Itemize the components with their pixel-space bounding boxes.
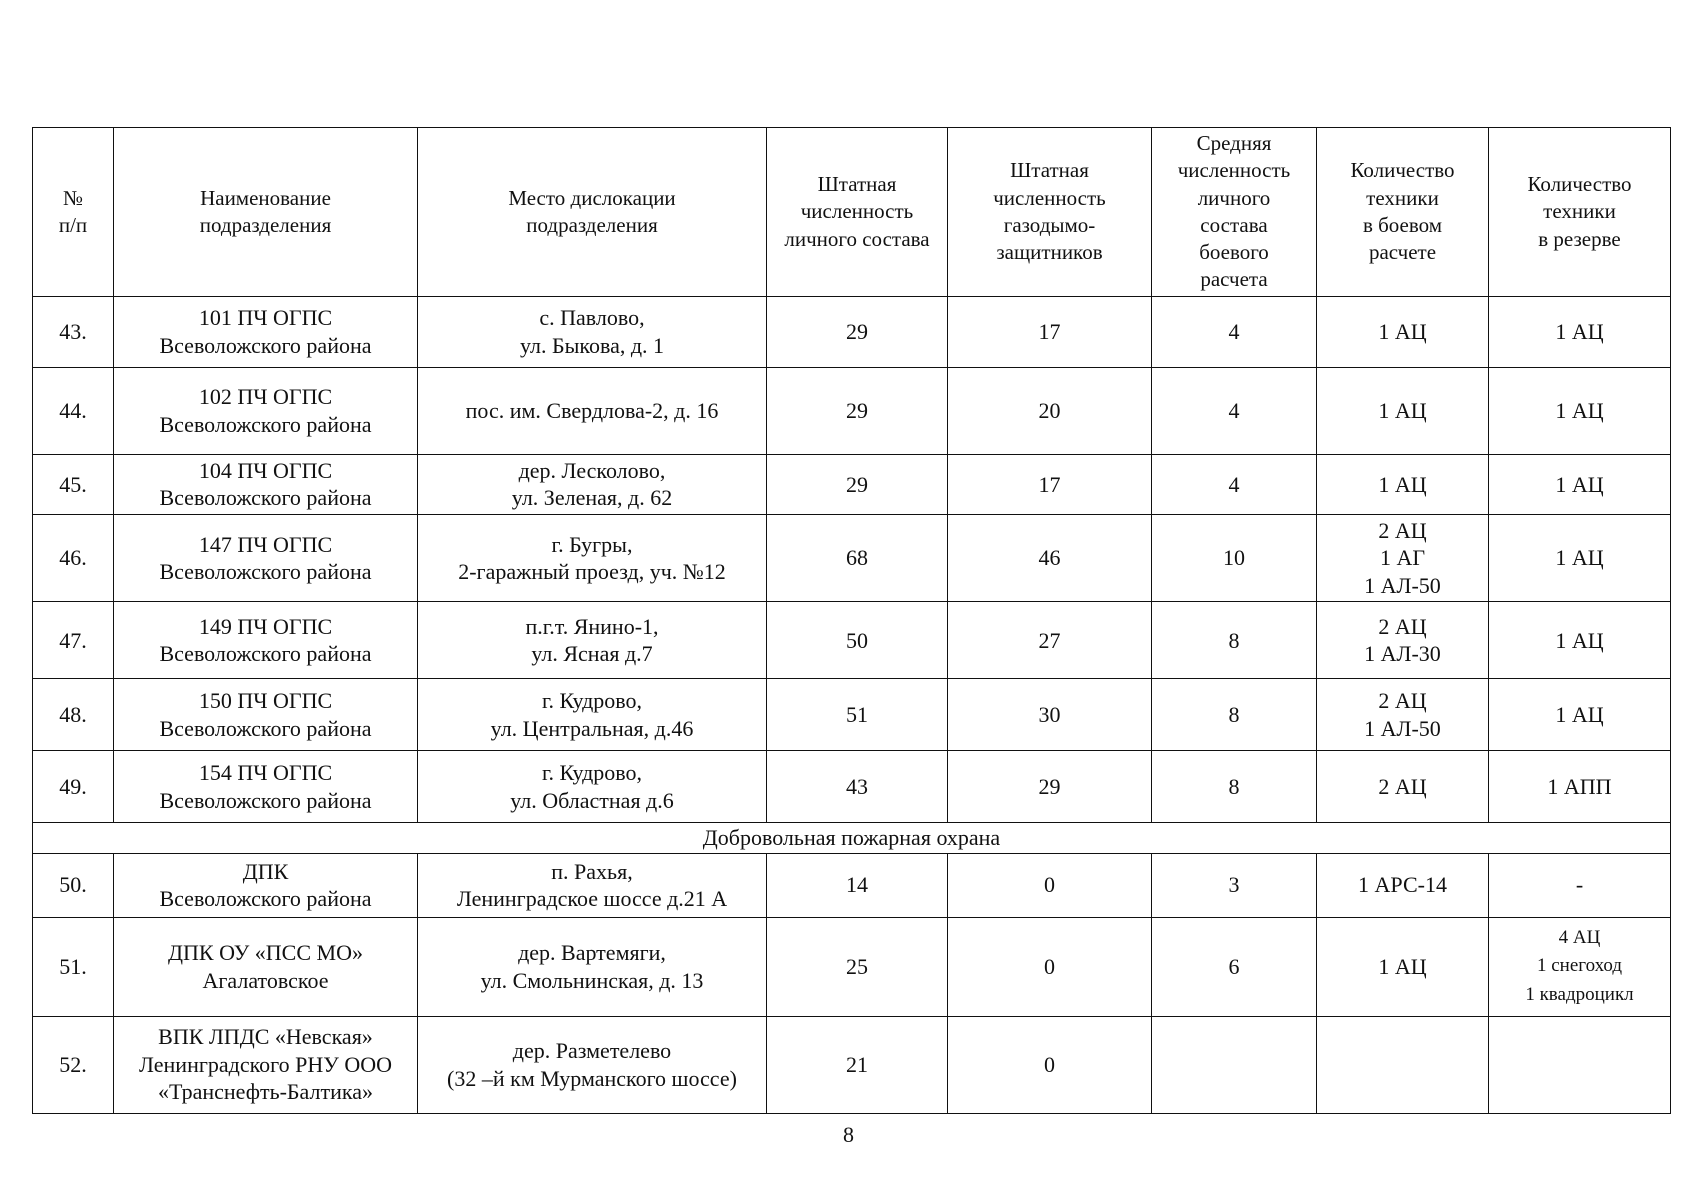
unit-location: п.г.т. Янино-1, ул. Ясная д.7 bbox=[418, 602, 767, 679]
avg-crew-count: 8 bbox=[1152, 679, 1317, 751]
unit-name: ДПК ОУ «ПСС МО» Агалатовское bbox=[114, 917, 418, 1016]
table-row bbox=[33, 296, 1671, 367]
volunteer-units-body bbox=[33, 853, 1671, 1113]
section-title: Добровольная пожарная охрана bbox=[33, 823, 1671, 853]
unit-location: дер. Разметелево (32 –й км Мурманского шоссе) bbox=[418, 1016, 767, 1113]
row-number: 51. bbox=[33, 917, 114, 1016]
unit-name: 147 ПЧ ОГПС Всеволожского района bbox=[114, 514, 418, 602]
row-number: 44. bbox=[33, 367, 114, 454]
equipment-reserve: - bbox=[1489, 853, 1671, 917]
avg-crew-count: 4 bbox=[1152, 454, 1317, 514]
equipment-combat: 1 АЦ bbox=[1317, 367, 1489, 454]
gas-protectors-count: 17 bbox=[948, 296, 1152, 367]
staff-count: 51 bbox=[767, 679, 948, 751]
table-row bbox=[33, 1016, 1671, 1113]
table-row bbox=[33, 454, 1671, 514]
equipment-combat: 2 АЦ 1 АГ 1 АЛ-50 bbox=[1317, 514, 1489, 602]
unit-location: пос. им. Свердлова-2, д. 16 bbox=[418, 367, 767, 454]
row-number: 50. bbox=[33, 853, 114, 917]
equipment-combat bbox=[1317, 1016, 1489, 1113]
table-row bbox=[33, 917, 1671, 1016]
unit-location: г. Кудрово, ул. Областная д.6 bbox=[418, 751, 767, 823]
staff-count: 43 bbox=[767, 751, 948, 823]
gas-protectors-count: 0 bbox=[948, 917, 1152, 1016]
equipment-combat: 2 АЦ bbox=[1317, 751, 1489, 823]
equipment-reserve bbox=[1489, 1016, 1671, 1113]
equipment-combat: 1 АЦ bbox=[1317, 296, 1489, 367]
equipment-reserve: 1 АПП bbox=[1489, 751, 1671, 823]
reserve-equipment-list: 4 АЦ 1 снегоход 1 квадроцикл bbox=[1525, 926, 1634, 1005]
staff-count: 21 bbox=[767, 1016, 948, 1113]
avg-crew-count: 10 bbox=[1152, 514, 1317, 602]
gas-protectors-count: 17 bbox=[948, 454, 1152, 514]
table-row bbox=[33, 751, 1671, 823]
gas-protectors-count: 29 bbox=[948, 751, 1152, 823]
row-number: 46. bbox=[33, 514, 114, 602]
page-number: 8 bbox=[843, 1122, 854, 1147]
staff-count: 14 bbox=[767, 853, 948, 917]
header-num: № п/п bbox=[33, 128, 114, 297]
equipment-combat: 2 АЦ 1 АЛ-50 bbox=[1317, 679, 1489, 751]
unit-name: 102 ПЧ ОГПС Всеволожского района bbox=[114, 367, 418, 454]
staff-count: 29 bbox=[767, 454, 948, 514]
fire-units-body bbox=[33, 296, 1671, 823]
avg-crew-count: 3 bbox=[1152, 853, 1317, 917]
unit-location: дер. Вартемяги, ул. Смольнинская, д. 13 bbox=[418, 917, 767, 1016]
avg-crew-count: 4 bbox=[1152, 367, 1317, 454]
equipment-reserve: 1 АЦ bbox=[1489, 296, 1671, 367]
staff-count: 50 bbox=[767, 602, 948, 679]
row-number: 45. bbox=[33, 454, 114, 514]
unit-name: 101 ПЧ ОГПС Всеволожского района bbox=[114, 296, 418, 367]
header-equip-combat: Количество техники в боевом расчете bbox=[1317, 128, 1489, 297]
unit-name: ВПК ЛПДС «Невская» Ленинградского РНУ ООО «Транснефть-Балтика» bbox=[114, 1016, 418, 1113]
table-row bbox=[33, 679, 1671, 751]
staff-count: 25 bbox=[767, 917, 948, 1016]
avg-crew-count: 8 bbox=[1152, 751, 1317, 823]
unit-name: 149 ПЧ ОГПС Всеволожского района bbox=[114, 602, 418, 679]
table-row bbox=[33, 853, 1671, 917]
unit-location: п. Рахья, Ленинградское шоссе д.21 А bbox=[418, 853, 767, 917]
header-row bbox=[33, 128, 1671, 297]
header-staff: Штатная численность личного состава bbox=[767, 128, 948, 297]
equipment-reserve bbox=[1489, 917, 1671, 1016]
avg-crew-count: 4 bbox=[1152, 296, 1317, 367]
gas-protectors-count: 0 bbox=[948, 853, 1152, 917]
row-number: 49. bbox=[33, 751, 114, 823]
header-name: Наименование подразделения bbox=[114, 128, 418, 297]
staff-count: 68 bbox=[767, 514, 948, 602]
header-equip-reserve: Количество техники в резерве bbox=[1489, 128, 1671, 297]
section-body bbox=[33, 823, 1671, 853]
unit-location: г. Кудрово, ул. Центральная, д.46 bbox=[418, 679, 767, 751]
staff-count: 29 bbox=[767, 296, 948, 367]
row-number: 43. bbox=[33, 296, 114, 367]
equipment-reserve: 1 АЦ bbox=[1489, 367, 1671, 454]
row-number: 48. bbox=[33, 679, 114, 751]
header-gas: Штатная численность газодымо- защитников bbox=[948, 128, 1152, 297]
header-avg-crew: Средняя численность личного состава боевого расчета bbox=[1152, 128, 1317, 297]
unit-name: 150 ПЧ ОГПС Всеволожского района bbox=[114, 679, 418, 751]
table-row bbox=[33, 514, 1671, 602]
gas-protectors-count: 46 bbox=[948, 514, 1152, 602]
table-row bbox=[33, 367, 1671, 454]
row-number: 47. bbox=[33, 602, 114, 679]
equipment-combat: 1 АРС-14 bbox=[1317, 853, 1489, 917]
gas-protectors-count: 30 bbox=[948, 679, 1152, 751]
avg-crew-count: 6 bbox=[1152, 917, 1317, 1016]
equipment-reserve: 1 АЦ bbox=[1489, 602, 1671, 679]
unit-name: ДПК Всеволожского района bbox=[114, 853, 418, 917]
equipment-reserve: 1 АЦ bbox=[1489, 679, 1671, 751]
header-location: Место дислокации подразделения bbox=[418, 128, 767, 297]
staff-count: 29 bbox=[767, 367, 948, 454]
equipment-combat: 1 АЦ bbox=[1317, 454, 1489, 514]
equipment-reserve: 1 АЦ bbox=[1489, 454, 1671, 514]
avg-crew-count bbox=[1152, 1016, 1317, 1113]
gas-protectors-count: 0 bbox=[948, 1016, 1152, 1113]
unit-name: 154 ПЧ ОГПС Всеволожского района bbox=[114, 751, 418, 823]
gas-protectors-count: 27 bbox=[948, 602, 1152, 679]
gas-protectors-count: 20 bbox=[948, 367, 1152, 454]
equipment-combat: 1 АЦ bbox=[1317, 917, 1489, 1016]
unit-name: 104 ПЧ ОГПС Всеволожского района bbox=[114, 454, 418, 514]
section-row bbox=[33, 823, 1671, 853]
unit-location: с. Павлово, ул. Быкова, д. 1 bbox=[418, 296, 767, 367]
avg-crew-count: 8 bbox=[1152, 602, 1317, 679]
unit-location: г. Бугры, 2-гаражный проезд, уч. №12 bbox=[418, 514, 767, 602]
row-number: 52. bbox=[33, 1016, 114, 1113]
units-table bbox=[32, 127, 1671, 1114]
unit-location: дер. Лесколово, ул. Зеленая, д. 62 bbox=[418, 454, 767, 514]
table-row bbox=[33, 602, 1671, 679]
equipment-combat: 2 АЦ 1 АЛ-30 bbox=[1317, 602, 1489, 679]
equipment-reserve: 1 АЦ bbox=[1489, 514, 1671, 602]
